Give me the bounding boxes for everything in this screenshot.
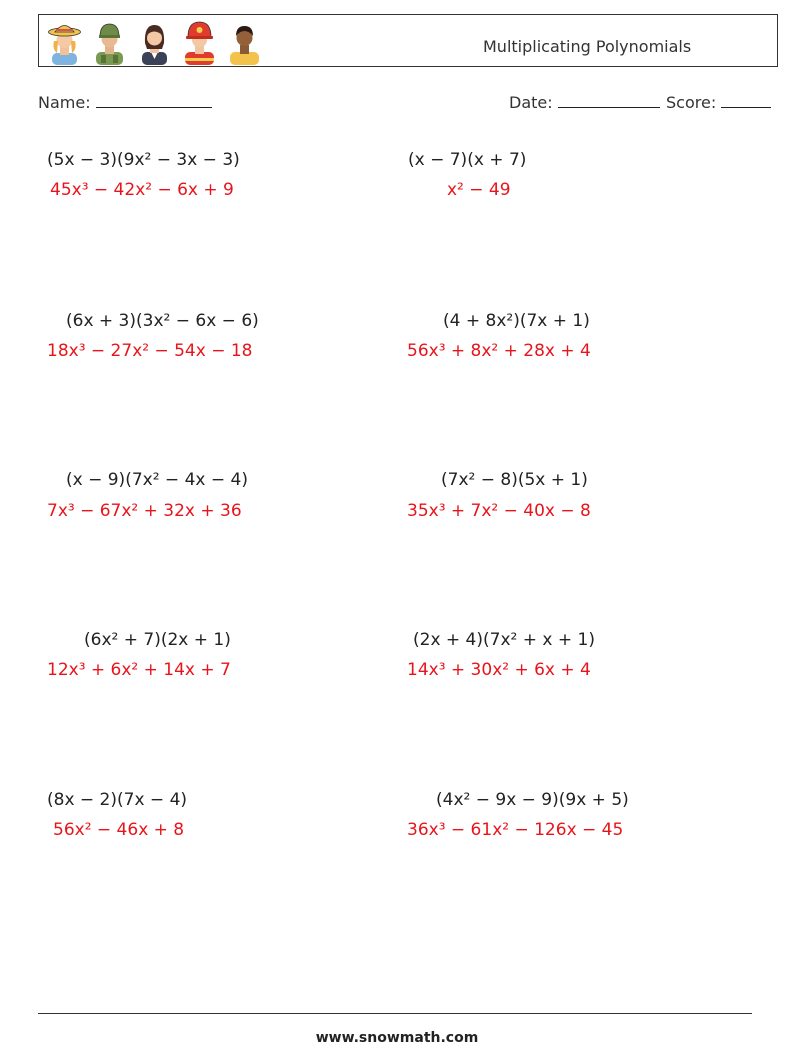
answer-4: 56x³ + 8x² + 28x + 4 (407, 341, 591, 361)
firefighter-icon (181, 19, 218, 65)
score-field[interactable] (666, 93, 771, 112)
problem-7: (6x² + 7)(2x + 1) (84, 630, 231, 650)
soldier-icon (91, 19, 128, 65)
answer-1: 45x³ − 42x² − 6x + 9 (50, 180, 234, 200)
date-label: Date: (509, 93, 553, 112)
answer-9: 56x² − 46x + 8 (53, 820, 185, 840)
answer-8: 14x³ + 30x² + 6x + 4 (407, 660, 591, 680)
name-line (96, 94, 212, 108)
answer-7: 12x³ + 6x² + 14x + 7 (47, 660, 231, 680)
name-field[interactable] (38, 93, 212, 112)
score-line (721, 94, 771, 108)
avatar-row (46, 19, 263, 65)
problem-6: (7x² − 8)(5x + 1) (441, 470, 588, 490)
problem-4: (4 + 8x²)(7x + 1) (443, 311, 590, 331)
farmer-woman-icon (46, 19, 83, 65)
score-label: Score: (666, 93, 717, 112)
answer-2: x² − 49 (447, 180, 511, 200)
problem-1: (5x − 3)(9x² − 3x − 3) (47, 150, 240, 170)
problem-2: (x − 7)(x + 7) (408, 150, 527, 170)
name-label: Name: (38, 93, 91, 112)
answer-3: 18x³ − 27x² − 54x − 18 (47, 341, 253, 361)
problem-8: (2x + 4)(7x² + x + 1) (413, 630, 595, 650)
footer-url[interactable]: www.snowmath.com (315, 1030, 479, 1046)
worksheet-header (38, 14, 778, 67)
answer-5: 7x³ − 67x² + 32x + 36 (47, 501, 242, 521)
date-field[interactable] (509, 93, 660, 112)
problem-3: (6x + 3)(3x² − 6x − 6) (66, 311, 259, 331)
answer-6: 35x³ + 7x² − 40x − 8 (407, 501, 591, 521)
worksheet-title: Multiplicating Polynomials (483, 37, 692, 56)
problem-5: (x − 9)(7x² − 4x − 4) (66, 470, 248, 490)
problem-9: (8x − 2)(7x − 4) (47, 790, 188, 810)
woman-icon (136, 19, 173, 65)
answer-10: 36x³ − 61x² − 126x − 45 (407, 820, 624, 840)
man-icon (226, 19, 263, 65)
problem-10: (4x² − 9x − 9)(9x + 5) (436, 790, 629, 810)
date-line (558, 94, 660, 108)
footer-divider (38, 1013, 752, 1014)
